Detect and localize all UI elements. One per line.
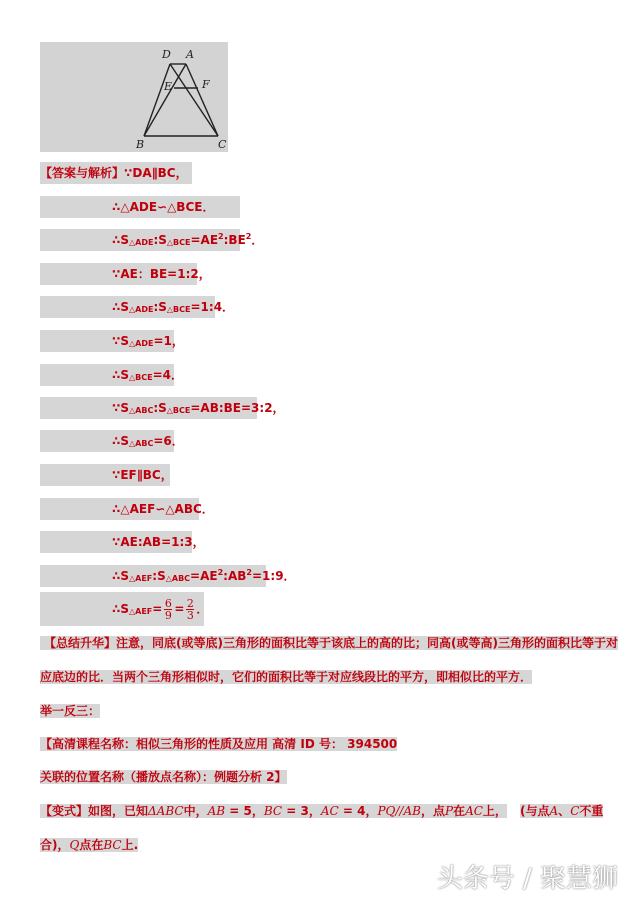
segment-DB	[144, 64, 173, 136]
watermark: 头条号 / 聚慧狮	[436, 864, 618, 894]
geometry-figure	[40, 42, 228, 152]
summary-line-1: 【总结升华】注意，同底(或等底)三角形的面积比等于该底上的高的比；同高(或等高)三角形的面积比等于对	[40, 634, 618, 652]
answer-line-13: $\therefore S_{\triangle AEF}:S_{\triangle ABC}=AE^2:AB^2=1:9$．	[40, 565, 266, 587]
fraction-6-9: $\frac{6}{9}$	[164, 597, 172, 622]
trapezoid-diagram	[128, 42, 228, 152]
answer-line-7: $\therefore S_{\triangle BCE}=4$．	[40, 364, 174, 386]
variant-line-1-right: (与点A、C不重	[520, 804, 604, 818]
answer-line-1: 【答案与解析】∵DA∥BC，	[40, 162, 192, 184]
label-C: C	[218, 138, 227, 151]
answer-header: 【答案与解析】	[40, 166, 125, 180]
position-name: 关联的位置名称（播放点名称）：例题分析 2】	[40, 770, 287, 784]
label-B: B	[136, 138, 145, 151]
answer-line-3: $\therefore S_{\triangle ADE}:S_{\triangle BCE}=AE^2:BE^2$．	[40, 229, 240, 251]
segment-BA	[144, 64, 186, 136]
course-name: 【高清课程名称：相似三角形的性质及应用 高清 ID 号： 394500	[40, 737, 398, 751]
answer-line-11: ∴△AEF∽△ABC．	[40, 498, 199, 520]
fraction-2-3: $\frac{2}{3}$	[186, 597, 194, 622]
answer-line-9: $\therefore S_{\triangle ABC}=6$．	[40, 430, 174, 452]
answer-line-4: ∵AE：BE=1:2，	[40, 263, 197, 285]
answer-line-2: ∴△ADE∽△BCE．	[40, 196, 240, 218]
practice-title: 举一反三：	[40, 704, 101, 718]
label-D: D	[162, 48, 171, 61]
answer-line-5: $\therefore S_{\triangle ADE}:S_{\triangle BCE}=1:4$．	[40, 296, 215, 318]
label-A: A	[186, 48, 194, 61]
answer-line-12: ∵AE:AB=1:3，	[40, 531, 192, 553]
answer-line-6: $\because S_{\triangle ADE}=1$，	[40, 330, 174, 352]
label-F: F	[202, 78, 210, 91]
summary-line-2: 应底边的比．当两个三角形相似时，它们的面积比等于对应线段比的平方，即相似比的平方．	[40, 670, 533, 684]
variant-line-1: 【变式】如图，已知ΔABC中，AB = 5，BC = 3，AC = 4，PQ//AB，点P在AC上，	[40, 804, 507, 818]
variant-line-2: 合)，Q点在BC上.	[40, 838, 139, 852]
segment-DC	[170, 64, 218, 136]
answer-line-14: $\therefore S_{\triangle AEF}=$ $\frac{6}{9}$ = $\frac{2}{3}$ ．	[40, 592, 204, 626]
answer-line-8: $\because S_{\triangle ABC}:S_{\triangle BCE}=AB:BE=3:2$，	[40, 397, 257, 419]
label-E: E	[164, 80, 173, 93]
answer-line-10: ∵EF∥BC，	[40, 464, 170, 486]
segment-AC	[186, 64, 218, 136]
